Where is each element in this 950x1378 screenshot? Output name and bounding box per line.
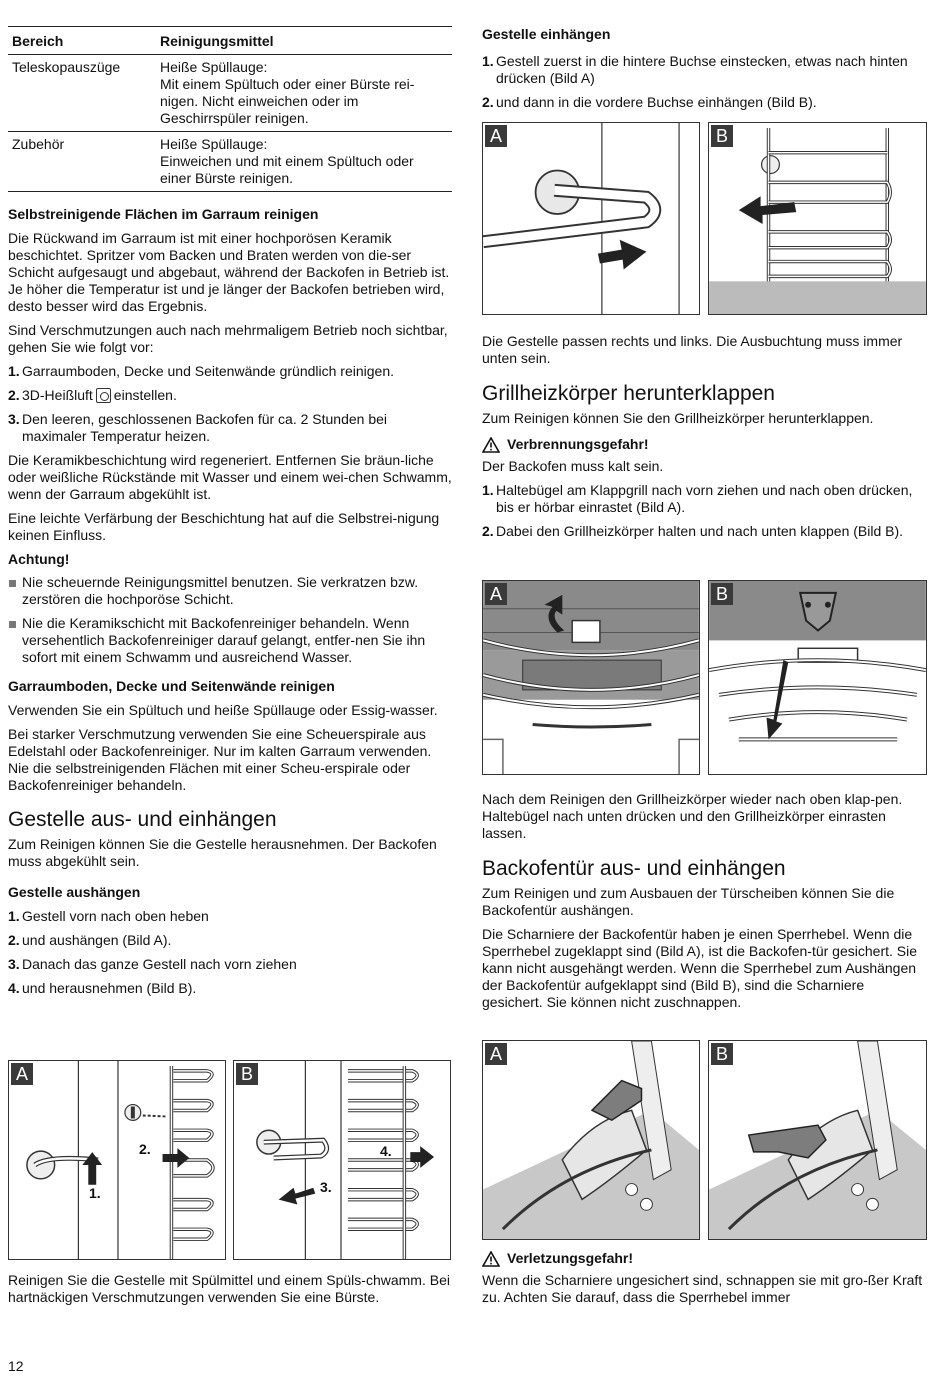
self-clean-paragraph: Eine leichte Verfärbung der Beschichtung hat auf die Selbstrei-nigung keinen Einfluss. [8, 510, 440, 543]
hang-heading: Gestelle einhängen [482, 26, 611, 42]
racks-heading: Gestelle aus- und einhängen [8, 808, 277, 831]
step-number: 2. [8, 387, 20, 403]
step-number: 2. [482, 523, 494, 539]
agent-line: Geschirrspüler reinigen. [160, 110, 309, 126]
step-number: 1. [8, 908, 20, 924]
caution-heading: Achtung! [8, 551, 70, 567]
burn-warning [482, 436, 927, 453]
table-row [8, 132, 452, 192]
figure-step-label: 2. [139, 1141, 151, 1157]
grill-steps [482, 482, 927, 540]
self-clean-heading: Selbstreinigende Flächen im Garraum reinigen [8, 206, 319, 222]
table-cell-area: Teleskopauszüge [8, 55, 156, 132]
warning-title: Verletzungsgefahr! [507, 1250, 634, 1266]
cleaning-table [8, 26, 452, 192]
racks-intro: Zum Reinigen können Sie die Gestelle herausnehmen. Der Backofen muss abgekühlt sein. [8, 836, 437, 869]
injury-warning-text: Wenn die Scharniere ungesichert sind, schnappen sie mit gro-ßer Kraft zu. Achten Sie darauf, dass die Sperrhebel immer [482, 1272, 923, 1305]
agent-line: einer Bürste reinigen. [160, 170, 294, 186]
step-text: Gestell vorn nach oben heben [22, 908, 209, 924]
agent-line: Mit einem Spültuch oder einer Bürste rei- [160, 76, 415, 92]
figure-door-a [482, 1040, 700, 1240]
self-clean-steps [8, 363, 452, 445]
grill-a-drawing [483, 581, 699, 774]
list-item [8, 908, 452, 925]
list-item [8, 956, 452, 973]
hang-a-drawing [483, 123, 699, 314]
table-cell-area: Zubehör [8, 132, 156, 192]
racks-clean-note: Reinigen Sie die Gestelle mit Spülmittel und einem Spüls-chwamm. Bei hartnäckigen Verschmutzungen verwenden Sie eine Bürste. [8, 1272, 450, 1305]
list-item: Nie die Keramikschicht mit Backofenreiniger behandeln. Wenn versehentlich Backofenreiniger darauf gelangt, entfer-nen Sie ihn sofort mit einem Schwamm und ausreichend Wasser. [8, 615, 452, 666]
grill-after-note: Nach dem Reinigen den Grillheizkörper wieder nach oben klap-pen. Haltebügel nach unten drücken und den Grillheizkörper einrasten lassen. [482, 791, 903, 841]
caution-list [8, 574, 452, 666]
left-column [8, 0, 452, 997]
self-clean-paragraph: Die Rückwand im Garraum ist mit einer hochporösen Keramik beschichtet. Spritzer vom Backen und Braten werden von die-ser Schicht aufgesaugt und abgebaut, während der Backofen in Betrieb ist. Je höher die Temperatur ist und je länger der Backofen betrieben wird, desto besser wird das Ergebnis. [8, 230, 450, 314]
step-text: Garraumboden, Decke und Seitenwände gründlich reinigen. [22, 363, 395, 379]
door-heading: Backofentür aus- und einhängen [482, 857, 786, 880]
hang-b-drawing [709, 123, 926, 314]
warning-triangle-icon [482, 437, 500, 453]
list-item [482, 94, 927, 111]
floor-paragraph: Verwenden Sie ein Spültuch und heiße Spüllauge oder Essig-wasser. [8, 702, 438, 718]
step-number: 1. [8, 363, 20, 379]
right-column-lower [482, 791, 927, 1011]
figure-label: B [236, 1063, 258, 1085]
list-item [8, 363, 452, 380]
table-row [8, 55, 452, 132]
step-text: einstellen. [113, 387, 177, 403]
list-item [8, 411, 452, 445]
agent-line: Heiße Spüllauge: [160, 59, 268, 75]
figure-step-label: 4. [380, 1143, 392, 1159]
hang-steps [482, 53, 927, 111]
warning-title: Verbrennungsgefahr! [507, 436, 649, 452]
rack-remove-b-drawing [234, 1061, 450, 1259]
agent-line: nigen. Nicht einweichen oder im [160, 93, 359, 109]
warning-triangle-icon [482, 1251, 500, 1267]
injury-warning [482, 1250, 927, 1267]
list-item [482, 523, 927, 540]
door-a-drawing [483, 1041, 699, 1239]
floor-paragraph: Bei starker Verschmutzung verwenden Sie eine Scheuerspirale aus Edelstahl oder Backofenreiniger. Nur im kalten Garraum verwenden. Nie die selbstreinigenden Flächen mit einer Scheu-erspirale oder Backofenreiniger behandeln. [8, 726, 432, 793]
step-text: Gestell zuerst in die hintere Buchse einstecken, etwas nach hinten drücken (Bild A) [496, 53, 908, 86]
figure-label: B [711, 583, 733, 605]
right-column-middle [482, 333, 927, 540]
figure-grill-a [482, 580, 700, 775]
burn-warning-text: Der Backofen muss kalt sein. [482, 458, 664, 474]
figure-step-label: 3. [320, 1179, 332, 1195]
grill-heading: Grillheizkörper herunterklappen [482, 382, 775, 405]
step-number: 3. [8, 411, 20, 427]
step-text: Haltebügel am Klappgrill nach vorn ziehen und nach oben drücken, bis er hörbar einrastet (Bild A). [496, 482, 913, 515]
list-item: Nie scheuernde Reinigungsmittel benutzen. Sie verkratzen bzw. zerstören die hochporöse Schicht. [8, 574, 452, 608]
floor-heading: Garraumboden, Decke und Seitenwände reinigen [8, 678, 335, 694]
figure-label: A [11, 1063, 33, 1085]
figure-label: A [485, 583, 507, 605]
rack-remove-a-drawing [9, 1061, 225, 1259]
hang-note: Die Gestelle passen rechts und links. Die Ausbuchtung muss immer unten sein. [482, 333, 903, 366]
step-number: 2. [8, 932, 20, 948]
figure-grill-b [708, 580, 927, 775]
table-header-agent: Reinigungsmittel [156, 27, 452, 55]
figure-label: A [485, 125, 507, 147]
figure-door-b [708, 1040, 927, 1240]
right-column [482, 0, 927, 111]
self-clean-paragraph: Sind Verschmutzungen auch nach mehrmaligem Betrieb noch sichtbar, gehen Sie wie folgt vor: [8, 322, 448, 355]
page-number: 12 [8, 1358, 24, 1374]
figure-rack-remove-b [233, 1060, 451, 1260]
grill-intro: Zum Reinigen können Sie den Grillheizkörper herunterklappen. [482, 410, 874, 426]
list-item [482, 482, 927, 516]
step-text: Dabei den Grillheizkörper halten und nach unten klappen (Bild B). [496, 523, 904, 539]
agent-line: Heiße Spüllauge: [160, 136, 268, 152]
step-text: und dann in die vordere Buchse einhängen (Bild B). [496, 94, 817, 110]
table-header-area: Bereich [8, 27, 156, 55]
door-warning-block [482, 1250, 927, 1306]
step-text: und aushängen (Bild A). [22, 932, 172, 948]
figure-rack-remove-a [8, 1060, 226, 1260]
figure-label: A [485, 1043, 507, 1065]
step-number: 1. [482, 482, 494, 498]
list-item [8, 387, 452, 404]
table-cell-agent [156, 132, 452, 192]
figure-label: B [711, 125, 733, 147]
grill-b-drawing [709, 581, 926, 774]
door-b-drawing [709, 1041, 926, 1239]
remove-steps [8, 908, 452, 997]
door-paragraph: Die Scharniere der Backofentür haben je einen Sperrhebel. Wenn die Sperrhebel zugeklappt sind (Bild A), ist die Backofen-tür gesichert. Sie kann nicht ausgehängt werden. Wenn die Sperrhebel zum Aushängen der Backofentür aufgeklappt sind (Bild B), sind die Scharniere gesichert. Sie können nicht zuschnappen. [482, 926, 918, 1010]
agent-line: Einweichen und mit einem Spültuch oder [160, 153, 414, 169]
step-number: 2. [482, 94, 494, 110]
figure-label: B [711, 1043, 733, 1065]
hot-air-3d-icon [96, 388, 111, 403]
remove-heading: Gestelle aushängen [8, 884, 141, 900]
table-cell-agent [156, 55, 452, 132]
figure-hang-b [708, 122, 927, 315]
self-clean-paragraph: Die Keramikbeschichtung wird regeneriert. Entfernen Sie bräun-liche oder weißliche Rückstände mit Wasser und einem wei-chen Schwamm, wenn der Garraum abgekühlt ist. [8, 452, 452, 502]
step-text: Danach das ganze Gestell nach vorn ziehen [22, 956, 297, 972]
door-intro: Zum Reinigen und zum Ausbauen der Türscheiben können Sie die Backofentür aushängen. [482, 885, 895, 918]
step-number: 4. [8, 980, 20, 996]
figure-step-label: 1. [89, 1185, 101, 1201]
step-number: 1. [482, 53, 494, 69]
step-text: Den leeren, geschlossenen Backofen für ca. 2 Stunden bei maximaler Temperatur heizen. [22, 411, 388, 444]
step-number: 3. [8, 956, 20, 972]
step-text: und herausnehmen (Bild B). [22, 980, 197, 996]
list-item [8, 980, 452, 997]
step-text: 3D-Heißluft [22, 387, 93, 403]
list-item [482, 53, 927, 87]
figure-hang-a [482, 122, 700, 315]
list-item [8, 932, 452, 949]
